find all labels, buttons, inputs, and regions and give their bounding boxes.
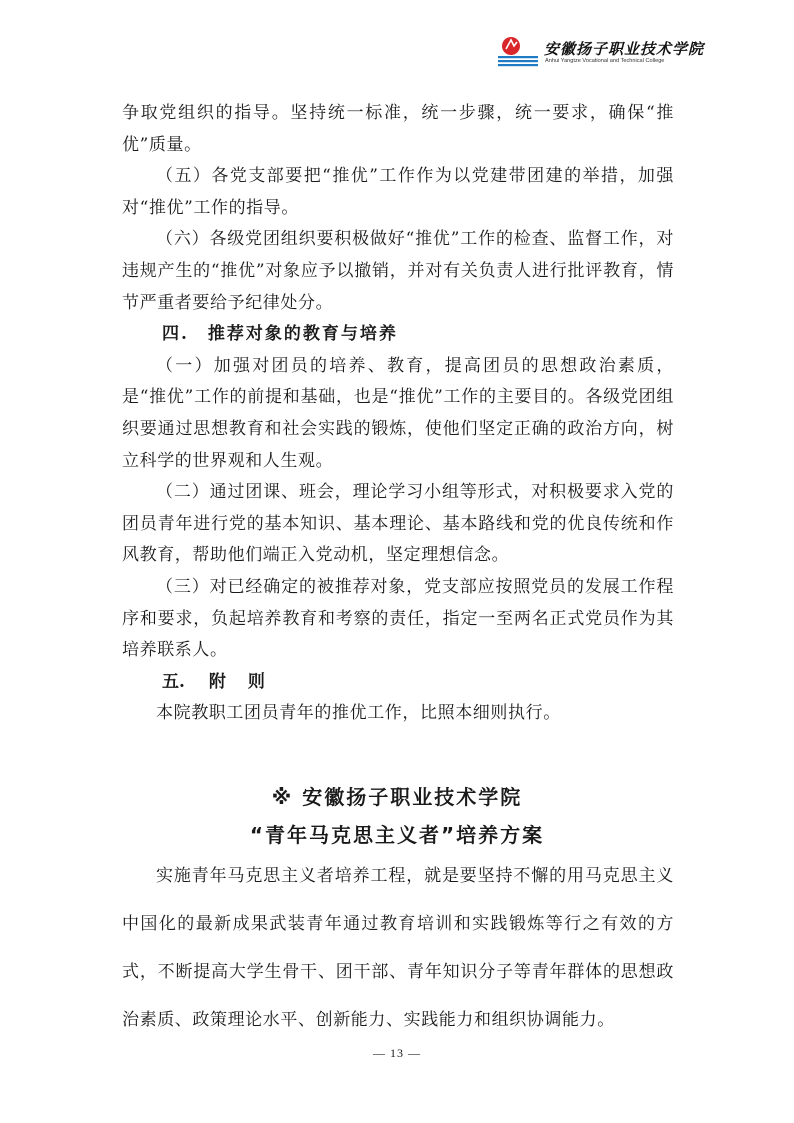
paragraph: 实施青年马克思主义者培养工程，就是要坚持不懈的用马克思主义中国化的最新成果武装青年通过教育培训和实践锻炼等行之有效的方式，不断提高大学生骨干、团干部、青年知识分子等青年群体的思想政治素质、政策理论水平、创新能力、实践能力和组织协调能力。 — [122, 866, 674, 1030]
page-number: — 13 — — [373, 1046, 421, 1060]
program-intro — [122, 852, 674, 1044]
paragraph: （三）对已经确定的被推荐对象，党支部应按照党员的发展工作程序和要求，负起培养教育和考察的责任，指定一至两名正式党员作为其培养联系人。 — [122, 576, 674, 661]
logo-english-name: Anhui Yangtze Vocational and Technical College — [545, 58, 665, 64]
regulation-continuation — [122, 98, 674, 730]
logo-chinese-name: 安徽扬子职业技术学院 — [544, 40, 705, 58]
title-line-college: ※ 安徽扬子职业技术学院 — [271, 785, 523, 809]
section-heading-5-title: 附则 — [208, 671, 287, 692]
paragraph: （一）加强对团员的培养、教育，提高团员的思想政治素质，是“推优”工作的前提和基础，也是“推优”工作的主要目的。各级党团组织要通过思想教育和社会实践的锻炼，使他们坚定正确的政治方向，树立科学的世界观和人生观。 — [122, 355, 674, 471]
college-logo — [496, 34, 705, 70]
paragraph: （五）各党支部要把“推优”工作作为以党建带团建的举措，加强对“推优”工作的指导。 — [122, 166, 674, 218]
section-heading-5-number: 五. — [162, 671, 185, 692]
paragraph: （二）通过团课、班会，理论学习小组等形式，对积极要求入党的团员青年进行党的基本知识、基本理论、基本路线和党的优良传统和作风教育，帮助他们端正入党动机，坚定理想信念。 — [122, 482, 674, 566]
title-line-program: “青年马克思主义者”培养方案 — [249, 823, 545, 847]
paragraph: 本院教职工团员青年的推优工作，比照本细则执行。 — [156, 703, 561, 724]
paragraph: （六）各级党团组织要积极做好“推优”工作的检查、监督工作，对违规产生的“推优”对象应予以撤销，并对有关负责人进行批评教育，情节严重者要给予纪律处分。 — [122, 229, 674, 313]
paragraph: 争取党组织的指导。坚持统一标准，统一步骤，统一要求，确保“推优”质量。 — [122, 103, 674, 155]
section-heading-4: 四. 推荐对象的教育与培养 — [162, 324, 398, 345]
document-title — [0, 778, 794, 854]
section-heading-5 — [122, 667, 674, 699]
college-emblem-icon — [496, 34, 540, 68]
